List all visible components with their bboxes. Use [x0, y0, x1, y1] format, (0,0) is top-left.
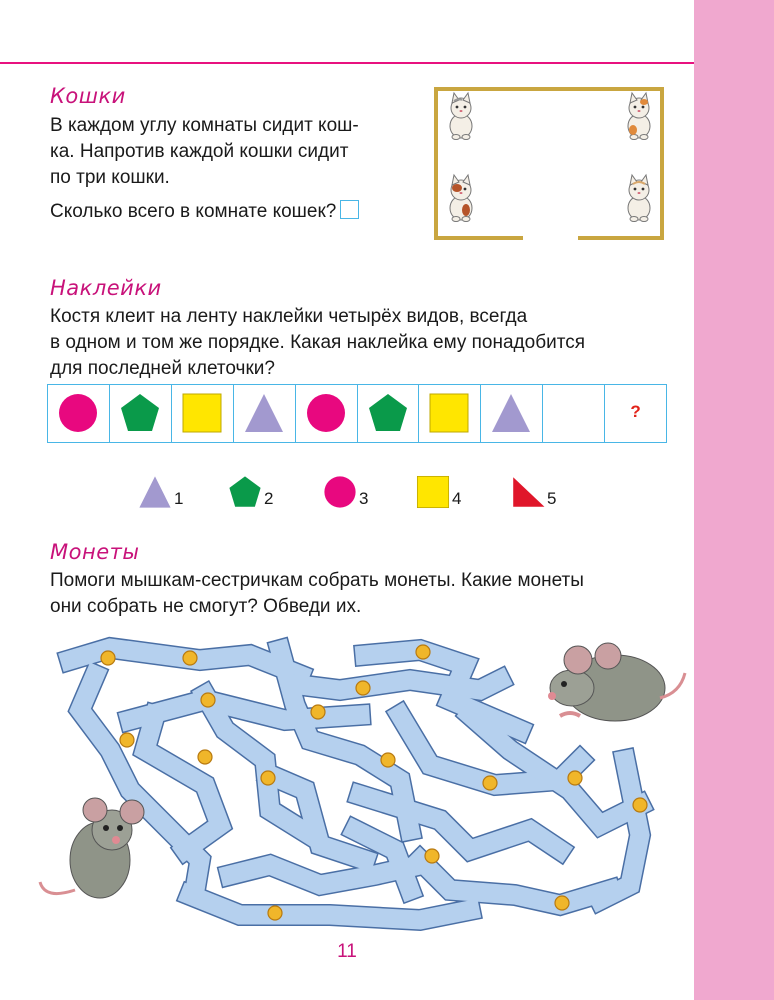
sticker-cell-8: [481, 385, 543, 442]
option-number: 4: [452, 489, 462, 508]
coin: [483, 776, 497, 790]
option-4[interactable]: [408, 469, 478, 515]
coin: [101, 651, 115, 665]
triangle-sticker: [481, 385, 541, 441]
circle-sticker: [296, 385, 356, 441]
square-option-shape: [408, 469, 458, 515]
pentagon-option-shape: [220, 469, 270, 515]
option-2[interactable]: [220, 469, 290, 515]
square-sticker: [172, 385, 232, 441]
triangle-option-shape: [130, 469, 180, 515]
coins-text: [50, 568, 670, 620]
cats-text: [50, 113, 359, 225]
coin: [356, 681, 370, 695]
page-edge-band: [694, 0, 774, 1000]
cat-bottom-right: [628, 175, 650, 222]
sticker-cell-5: [296, 385, 358, 442]
sticker-cell-9[interactable]: [543, 385, 605, 442]
square-sticker: [419, 385, 479, 441]
room-illustration: [433, 86, 665, 240]
coins-heading: Монеты: [50, 540, 140, 564]
stickers-line-1: Костя клеит на ленту наклейки четырёх видов, всегда: [50, 306, 528, 327]
coin: [268, 906, 282, 920]
cats-line-1: В каждом углу комнаты сидит кош-: [50, 115, 359, 136]
cats-heading: Кошки: [50, 84, 126, 108]
coins-line-1: Помоги мышкам-сестричкам собрать монеты. Какие монеты: [50, 570, 584, 591]
sticker-cell-4: [234, 385, 296, 442]
cat-top-left: [450, 93, 472, 140]
option-number: 5: [547, 489, 557, 508]
pentagon-sticker: [110, 385, 170, 441]
circle-option-shape: [315, 469, 365, 515]
sticker-cell-3: [172, 385, 234, 442]
option-number: 3: [359, 489, 369, 508]
coin: [261, 771, 275, 785]
option-5[interactable]: [503, 469, 573, 515]
coin: [568, 771, 582, 785]
cats-line-3: по три кошки.: [50, 167, 170, 188]
coin: [555, 896, 569, 910]
sticker-strip: [47, 384, 667, 443]
sticker-cell-7: [419, 385, 481, 442]
option-1[interactable]: [130, 469, 200, 515]
coin: [381, 753, 395, 767]
option-3[interactable]: [315, 469, 385, 515]
stickers-heading: Наклейки: [50, 276, 162, 300]
stickers-line-2: в одном и том же порядке. Какая наклейка ему понадобится: [50, 332, 585, 353]
coin: [198, 750, 212, 764]
coin: [183, 651, 197, 665]
question-mark: ?: [630, 402, 641, 421]
coin: [311, 705, 325, 719]
cats-question-row: [50, 199, 359, 225]
pentagon-sticker: [358, 385, 418, 441]
sticker-cell-6: [358, 385, 420, 442]
option-number: 2: [264, 489, 274, 508]
page-number: 11: [337, 941, 357, 962]
coin: [201, 693, 215, 707]
right-triangle-option-shape: [503, 469, 553, 515]
cats-answer-box[interactable]: [340, 200, 359, 219]
stickers-text: [50, 304, 670, 382]
sticker-cell-2: [110, 385, 172, 442]
mouse-left: [40, 798, 144, 898]
cats-line-2: ка. Напротив каждой кошки сидит: [50, 141, 349, 162]
cat-bottom-left: [450, 175, 472, 222]
coins-line-2: они собрать не смогут? Обведи их.: [50, 596, 362, 617]
coin: [425, 849, 439, 863]
cat-top-right: [628, 93, 650, 140]
mouse-right: [548, 643, 685, 721]
sticker-cell-1: [48, 385, 110, 442]
coin-maze: [0, 620, 694, 950]
circle-sticker: [48, 385, 108, 441]
top-divider: [0, 62, 694, 64]
coin: [633, 798, 647, 812]
option-number: 1: [174, 489, 184, 508]
triangle-sticker: [234, 385, 294, 441]
coin: [416, 645, 430, 659]
sticker-cell-10[interactable]: [605, 385, 666, 442]
cats-question: Сколько всего в комнате кошек?: [50, 201, 337, 222]
stickers-line-3: для последней клеточки?: [50, 358, 275, 379]
coin: [120, 733, 134, 747]
